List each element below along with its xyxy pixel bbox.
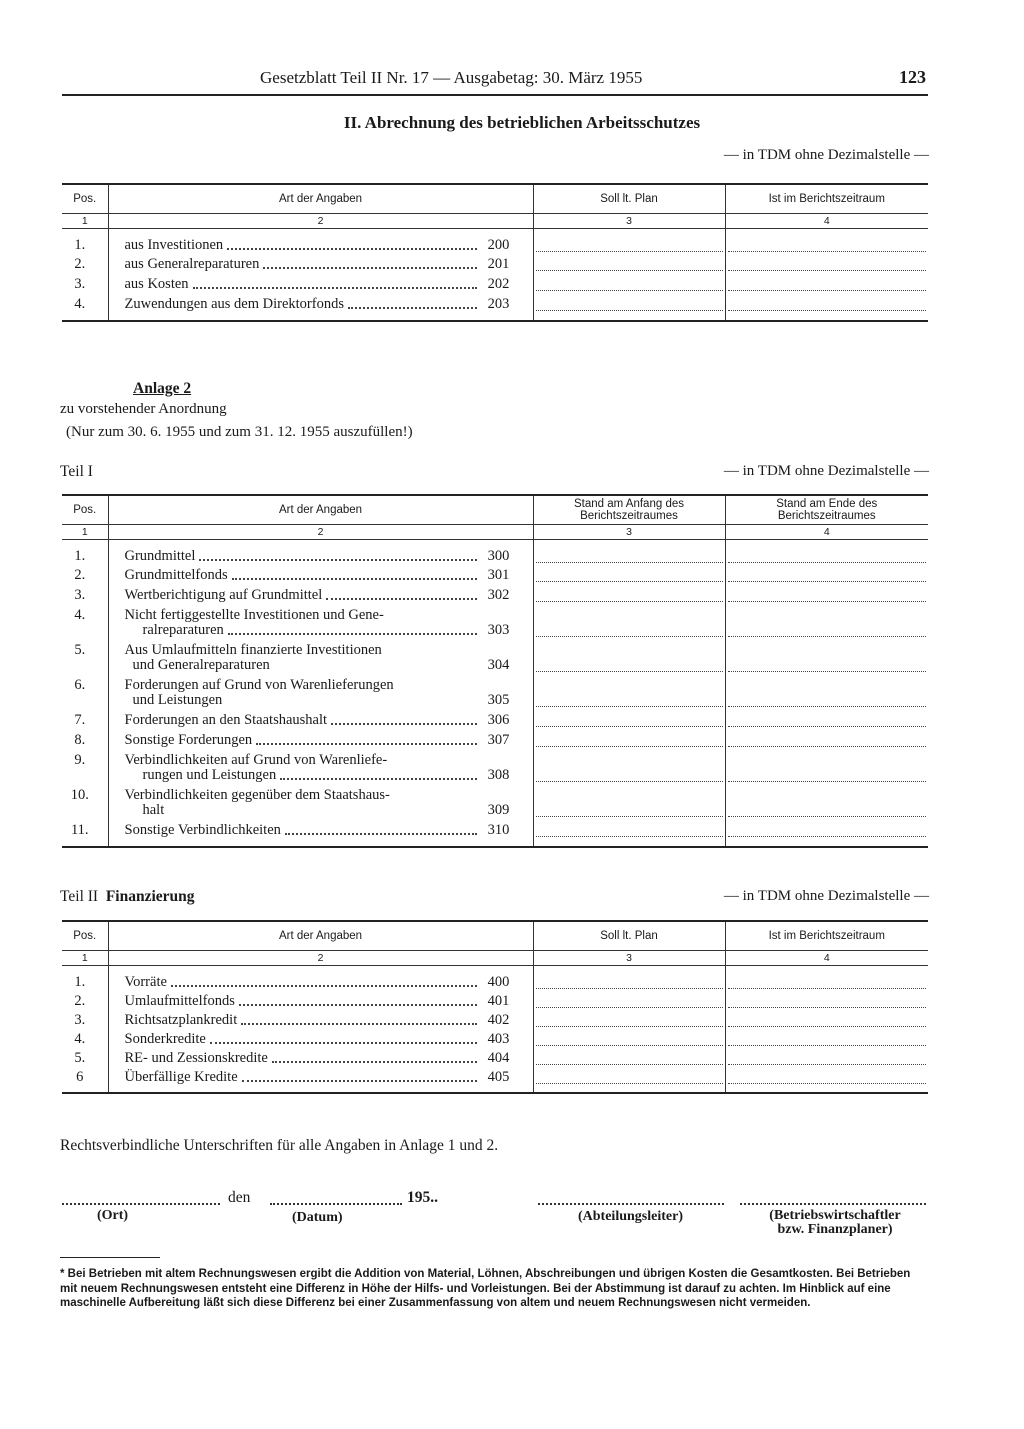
stand-ende-field[interactable]	[725, 565, 928, 584]
row-text: aus Kosten	[124, 276, 189, 292]
soll-field[interactable]	[533, 1010, 725, 1029]
ist-field[interactable]	[725, 229, 928, 254]
row-text: Forderungen auf Grund von Warenlieferungen	[124, 676, 394, 693]
row-code: 401	[487, 993, 510, 1009]
row-text: Sonstige Forderungen	[124, 732, 253, 748]
col-number: 3	[533, 951, 725, 966]
row-pos: 3.	[74, 587, 86, 603]
stand-anfang-field[interactable]	[533, 709, 725, 729]
row-text: Verbindlichkeiten gegenüber dem Staatshaus-	[124, 786, 390, 803]
teil2-label: Teil II Finanzierung	[60, 888, 195, 905]
header-pos: Pos.	[73, 193, 97, 205]
header-stand-anfang: Stand am Anfang des Berichtszeitraumes	[533, 495, 725, 525]
row-text: aus Investitionen	[124, 237, 224, 253]
table-row	[62, 991, 928, 1010]
row-pos: 1.	[74, 974, 86, 990]
year-text: 195..	[407, 1189, 438, 1206]
soll-field[interactable]	[533, 966, 725, 991]
stand-anfang-field[interactable]	[533, 749, 725, 784]
row-text: RE- und Zessionskredite	[124, 1050, 268, 1066]
section-title: II. Abrechnung des betrieblichen Arbeitsschutzes	[343, 113, 701, 132]
stand-anfang-field[interactable]	[533, 565, 725, 584]
table-teil2	[62, 920, 928, 1094]
header-art: Art der Angaben	[108, 921, 533, 951]
table-row	[62, 709, 928, 729]
row-pos: 7.	[74, 712, 86, 728]
row-text-cont: halt	[142, 802, 165, 818]
page-number: 123	[899, 67, 926, 87]
stand-ende-field[interactable]	[725, 584, 928, 604]
footnote-rule	[60, 1257, 160, 1258]
col-number: 4	[725, 214, 928, 229]
row-pos: 3.	[74, 276, 86, 292]
row-text: Überfällige Kredite	[124, 1069, 238, 1085]
row-code: 405	[487, 1069, 510, 1085]
stand-anfang-field[interactable]	[533, 674, 725, 709]
running-title: Gesetzblatt Teil II Nr. 17 — Ausgabetag: 30. März 1955	[260, 68, 643, 87]
col-number: 3	[533, 214, 725, 229]
stand-anfang-field[interactable]	[533, 639, 725, 674]
soll-field[interactable]	[533, 293, 725, 313]
stand-ende-field[interactable]	[725, 819, 928, 839]
row-code: 403	[487, 1031, 510, 1047]
table-row	[62, 1048, 928, 1067]
row-text: Richtsatzplankredit	[124, 1012, 238, 1028]
stand-anfang-field[interactable]	[533, 584, 725, 604]
table-row	[62, 1010, 928, 1029]
row-code: 400	[487, 974, 510, 990]
row-pos: 2.	[74, 993, 86, 1009]
col-number: 1	[62, 214, 108, 229]
row-code: 307	[487, 732, 510, 748]
stand-ende-field[interactable]	[725, 639, 928, 674]
soll-field[interactable]	[533, 254, 725, 273]
row-text: Sonstige Verbindlichkeiten	[124, 822, 281, 838]
den-text: den	[228, 1189, 251, 1206]
row-text: Vorräte	[124, 974, 167, 990]
anlage-note: (Nur zum 30. 6. 1955 und zum 31. 12. 1955 auszufüllen!)	[66, 424, 413, 440]
col-number: 2	[108, 951, 533, 966]
row-pos: 11.	[70, 822, 89, 838]
unit-note-teil1: — in TDM ohne Dezimalstelle —	[723, 463, 929, 479]
stand-anfang-field[interactable]	[533, 729, 725, 749]
row-text: Sonderkredite	[124, 1031, 206, 1047]
row-text: Verbindlichkeiten auf Grund von Warenliefe-	[124, 751, 388, 768]
header-soll: Soll lt. Plan	[533, 921, 725, 951]
stand-ende-field[interactable]	[725, 784, 928, 819]
header-pos: Pos.	[73, 504, 97, 516]
col-number: 1	[62, 525, 108, 540]
row-code: 301	[487, 567, 510, 583]
ist-field[interactable]	[725, 991, 928, 1010]
ist-field[interactable]	[725, 1029, 928, 1048]
col-number: 2	[108, 525, 533, 540]
row-pos: 5.	[74, 641, 86, 658]
row-pos: 3.	[74, 1012, 86, 1028]
abteilungsleiter-signature[interactable]	[538, 1193, 724, 1205]
table-row	[62, 584, 928, 604]
row-pos: 8.	[74, 732, 86, 748]
stand-anfang-field[interactable]	[533, 819, 725, 839]
col-number: 4	[725, 525, 928, 540]
ist-field[interactable]	[725, 254, 928, 273]
teil1-label: Teil I	[60, 463, 93, 480]
stand-ende-field[interactable]	[725, 749, 928, 784]
ist-field[interactable]	[725, 293, 928, 313]
row-text: Zuwendungen aus dem Direktorfonds	[124, 296, 344, 312]
stand-ende-field[interactable]	[725, 540, 928, 565]
row-pos: 5.	[74, 1050, 86, 1066]
soll-field[interactable]	[533, 991, 725, 1010]
header-ist: Ist im Berichtszeitraum	[725, 184, 928, 214]
table-row	[62, 819, 928, 839]
stand-ende-field[interactable]	[725, 674, 928, 709]
row-code: 200	[487, 237, 510, 253]
row-pos: 4.	[74, 296, 86, 312]
row-pos: 4.	[74, 606, 86, 623]
row-text: Forderungen an den Staatshaushalt	[124, 712, 328, 728]
ist-field[interactable]	[725, 1048, 928, 1067]
row-code: 202	[487, 276, 510, 292]
col-number: 4	[725, 951, 928, 966]
row-pos: 4.	[74, 1031, 86, 1047]
row-text: Grundmittel	[124, 548, 196, 564]
ist-field[interactable]	[725, 273, 928, 293]
betriebswirtschaftler-signature[interactable]	[740, 1193, 926, 1205]
soll-field[interactable]	[533, 1067, 725, 1086]
row-pos: 2.	[74, 567, 86, 583]
table-row	[62, 966, 928, 991]
table-row	[62, 229, 928, 254]
running-header	[62, 64, 928, 96]
table-row	[62, 1067, 928, 1086]
teil2-title: Finanzierung	[105, 888, 195, 905]
header-ist: Ist im Berichtszeitraum	[725, 921, 928, 951]
unit-note-teil2: — in TDM ohne Dezimalstelle —	[723, 888, 929, 904]
soll-field[interactable]	[533, 229, 725, 254]
row-pos: 6	[76, 1069, 84, 1085]
row-pos: 1.	[74, 237, 86, 253]
stand-anfang-field[interactable]	[533, 604, 725, 639]
row-text: Umlaufmittelfonds	[124, 993, 235, 1009]
ort-field[interactable]	[62, 1193, 220, 1205]
stand-anfang-field[interactable]	[533, 784, 725, 819]
col-number: 2	[108, 214, 533, 229]
datum-field[interactable]	[270, 1193, 402, 1205]
ist-field[interactable]	[725, 1010, 928, 1029]
stand-ende-field[interactable]	[725, 709, 928, 729]
table-row	[62, 639, 928, 674]
soll-field[interactable]	[533, 273, 725, 293]
stand-anfang-field[interactable]	[533, 540, 725, 565]
row-pos: 9.	[74, 751, 86, 768]
header-stand-ende: Stand am Ende des Berichtszeitraumes	[725, 495, 928, 525]
anlage-title: Anlage 2	[133, 380, 192, 397]
table-teil1	[62, 494, 928, 848]
ist-field[interactable]	[725, 966, 928, 991]
unit-note-section2: — in TDM ohne Dezimalstelle —	[723, 147, 929, 163]
table-row	[62, 1029, 928, 1048]
row-code: 201	[487, 256, 510, 272]
col-number: 1	[62, 951, 108, 966]
row-text-cont: rungen und Leistungen	[142, 767, 277, 783]
row-code: 303	[487, 622, 510, 638]
stand-ende-field[interactable]	[725, 729, 928, 749]
table-row	[62, 540, 928, 565]
label-abteilungsleiter: (Abteilungsleiter)	[578, 1209, 683, 1224]
row-code: 300	[487, 548, 510, 564]
row-code: 402	[487, 1012, 510, 1028]
row-text: Wertberichtigung auf Grundmittel	[124, 587, 323, 603]
table-arbeitsschutz	[62, 183, 928, 322]
header-pos: Pos.	[73, 930, 97, 942]
row-code: 404	[487, 1050, 510, 1066]
row-text: Nicht fertiggestellte Investitionen und Gene-	[124, 606, 384, 623]
row-code: 304	[487, 657, 510, 673]
label-betriebswirtschaftler: (Betriebswirtschaftler bzw. Finanzplaner)	[769, 1208, 901, 1237]
table-row	[62, 293, 928, 313]
label-ort: (Ort)	[97, 1208, 129, 1223]
row-code: 310	[487, 822, 510, 838]
table-row	[62, 565, 928, 584]
row-text-cont: und Generalreparaturen	[132, 657, 270, 673]
row-code: 309	[487, 802, 510, 818]
soll-field[interactable]	[533, 1048, 725, 1067]
anlage-subtitle: zu vorstehender Anordnung	[60, 401, 227, 417]
table-row	[62, 273, 928, 293]
row-text: Grundmittelfonds	[124, 567, 228, 583]
soll-field[interactable]	[533, 1029, 725, 1048]
stand-ende-field[interactable]	[725, 604, 928, 639]
row-code: 308	[487, 767, 510, 783]
row-text-cont: ralreparaturen	[142, 622, 224, 638]
header-art: Art der Angaben	[108, 184, 533, 214]
ist-field[interactable]	[725, 1067, 928, 1086]
footnote: * Bei Betrieben mit altem Rechnungswesen ergibt die Addition von Material, Löhnen, Abschreibungen und übrigen Kosten die Gesamtkosten. Bei Betrieben mit neuem Rechnungswesen entsteht eine Differenz in Höhe der Hilfs- und Vorleistungen. Bei der Abstimmung ist darauf zu achten. Im Hinblick auf eine maschinelle Aufbereitung läßt sich diese Differenz bei einer Zusammenfassung von altem und neuem Rechnungswesen nicht vermeiden.	[60, 1268, 911, 1309]
row-pos: 10.	[70, 786, 89, 803]
table-row	[62, 749, 928, 784]
header-art: Art der Angaben	[108, 495, 533, 525]
row-code: 305	[487, 692, 510, 708]
table-row	[62, 254, 928, 273]
row-code: 306	[487, 712, 510, 728]
row-text: aus Generalreparaturen	[124, 256, 260, 272]
row-code: 302	[487, 587, 510, 603]
col-number: 3	[533, 525, 725, 540]
row-pos: 6.	[74, 676, 86, 693]
table-row	[62, 784, 928, 819]
row-text-cont: und Leistungen	[132, 692, 223, 708]
label-datum: (Datum)	[292, 1210, 343, 1225]
row-text: Aus Umlaufmitteln finanzierte Investitionen	[124, 641, 382, 658]
table-row	[62, 674, 928, 709]
row-code: 203	[487, 296, 510, 312]
row-pos: 2.	[74, 256, 86, 272]
table-row	[62, 729, 928, 749]
table-row	[62, 604, 928, 639]
header-soll: Soll lt. Plan	[533, 184, 725, 214]
row-pos: 1.	[74, 548, 86, 564]
signature-statement: Rechtsverbindliche Unterschriften für alle Angaben in Anlage 1 und 2.	[60, 1137, 499, 1154]
